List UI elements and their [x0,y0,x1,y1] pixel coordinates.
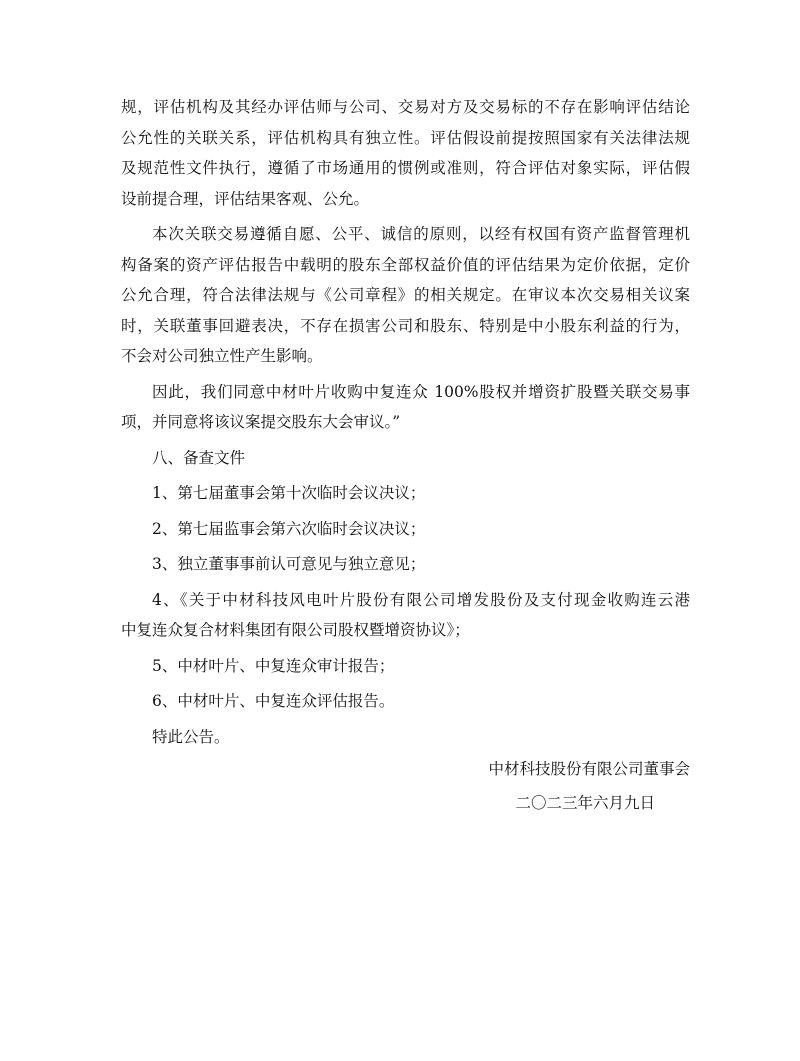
list-item: 1、第七届董事会第十次临时会议决议； [152,484,426,502]
list-item: 2、第七届监事会第六次临时会议决议； [152,519,426,538]
section-heading: 八、备查文件 [152,448,246,467]
signature-date: 二〇二三年六月九日 [515,794,655,812]
text-line: 设前提合理，评估结果客观、公允。 [121,189,370,208]
list-item: 3、独立董事事前认可意见与独立意见； [152,555,426,573]
list-item: 6、中材叶片、中复连众评估报告。 [152,692,395,710]
paragraph-evaluation-independence [121,92,690,214]
list-item-continuation: 中复连众复合材料集团有限公司股权暨增资协议》； [121,621,470,639]
text-line: 公允合理，符合法律法规与《公司章程》的相关规定。在审议本次交易相关议案 [121,286,690,304]
list-item: 5、中材叶片、中复连众审计报告； [152,656,395,675]
signature-company: 中材科技股份有限公司董事会 [488,760,690,778]
text-line: 规，评估机构及其经办评估师与公司、交易对方及交易标的不存在影响评估结论 [121,98,690,116]
text-line: 因此，我们同意中材叶片收购中复连众 100%股权并增资扩股暨关联交易事 [152,382,690,401]
document-body [121,92,690,752]
text-line: 及规范性文件执行，遵循了市场通用的惯例或准则，符合评估对象实际，评估假 [121,159,690,177]
paragraph-transaction-fairness [121,219,690,372]
text-line: 构备案的资产评估报告中载明的股东全部权益价值的评估结果为定价依据，定价 [121,255,690,274]
text-line: 公允性的关联关系，评估机构具有独立性。评估假设前提按照国家有关法律法规 [121,128,690,147]
paragraph-conclusion [121,377,690,438]
text-line: 不会对公司独立性产生影响。 [121,347,323,365]
closing-statement: 特此公告。 [152,727,230,746]
text-line: 时，关联董事回避表决，不存在损害公司和股东、特别是中小股东利益的行为， [121,316,690,335]
list-item: 4、《关于中材科技风电叶片股份有限公司增发股份及支付现金收购连云港 [152,590,690,609]
text-line: 本次关联交易遵循自愿、公平、诚信的原则，以经有权国有资产监督管理机 [152,225,690,243]
reference-documents-list [121,478,690,717]
text-line: 项，并同意将该议案提交股东大会审议。” [121,413,401,431]
